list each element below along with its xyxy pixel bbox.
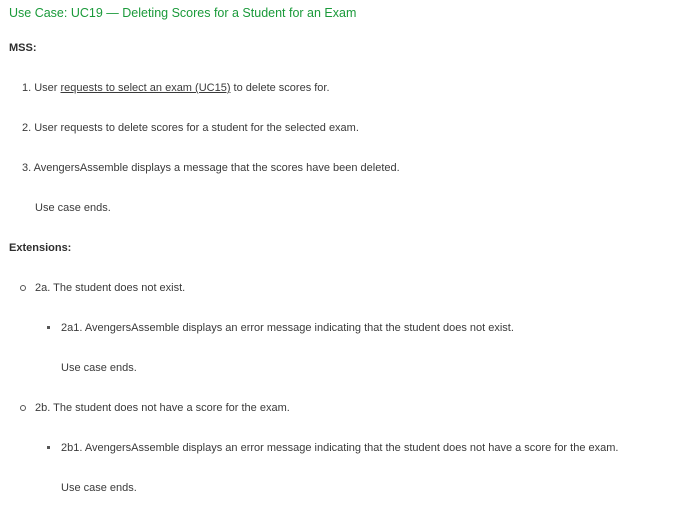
extension-2a1: 2a1. AvengersAssemble displays an error message indicating that the student does not exist. <box>61 322 514 334</box>
square-bullet-icon <box>47 446 50 449</box>
circle-bullet-icon <box>20 285 26 291</box>
circle-bullet-icon <box>20 405 26 411</box>
uc15-link[interactable]: requests to select an exam (UC15) <box>60 82 231 94</box>
mss-end: Use case ends. <box>35 202 111 214</box>
extension-2b-end: Use case ends. <box>61 482 137 494</box>
mss-step-1-suffix: to delete scores for. <box>230 82 330 94</box>
mss-step-1 <box>22 81 330 95</box>
page-title: Use Case: UC19 — Deleting Scores for a Student for an Exam <box>9 6 357 20</box>
extensions-heading: Extensions: <box>9 242 72 254</box>
square-bullet-icon <box>47 326 50 329</box>
extension-2b: 2b. The student does not have a score for the exam. <box>35 402 290 414</box>
mss-step-2: 2. User requests to delete scores for a student for the selected exam. <box>22 122 359 134</box>
extension-2a: 2a. The student does not exist. <box>35 282 186 294</box>
mss-step-3: 3. AvengersAssemble displays a message that the scores have been deleted. <box>22 162 400 174</box>
mss-heading: MSS: <box>9 42 37 54</box>
extension-2a-end: Use case ends. <box>61 362 137 374</box>
extension-2b1: 2b1. AvengersAssemble displays an error message indicating that the student does not have a score for the exam. <box>61 442 619 454</box>
mss-step-1-prefix: 1. User <box>22 82 61 94</box>
